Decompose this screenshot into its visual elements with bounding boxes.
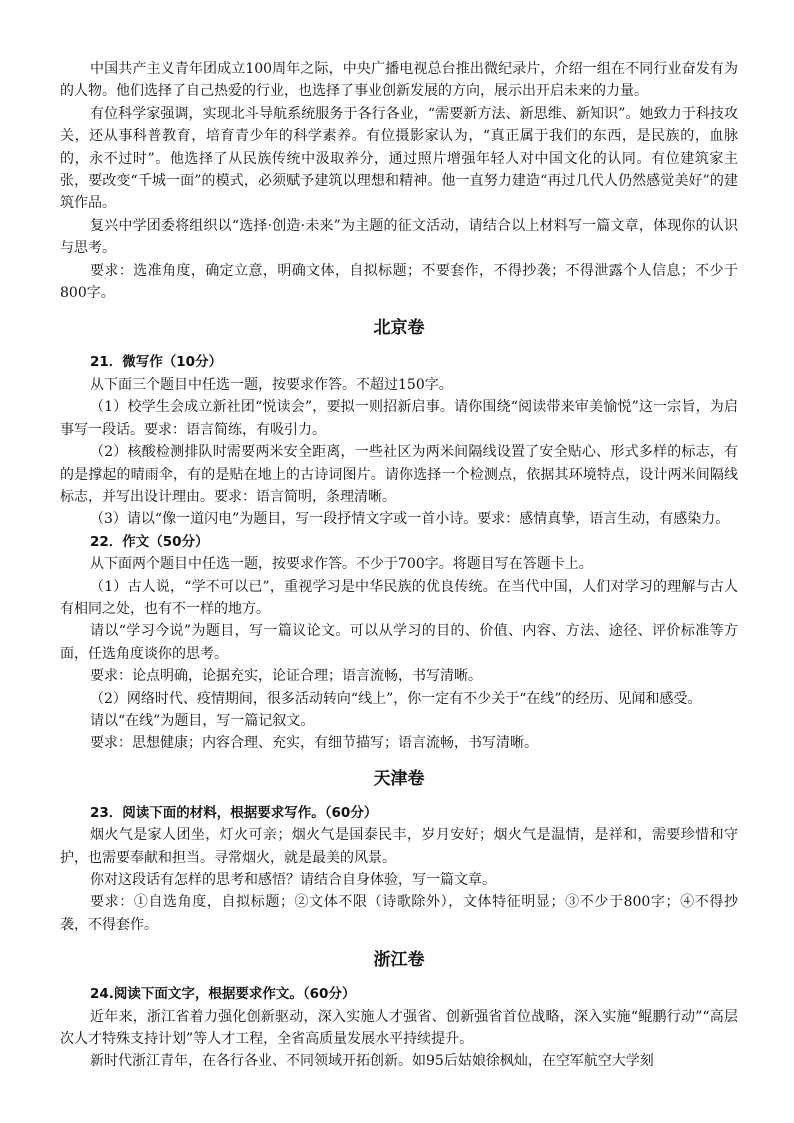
question-23-prompt: 你对这段话有怎样的思考和感悟？请结合自身体验，写一篇文章。 [90,872,496,888]
question-22-option-2-task: 请以“在线”为题目，写一篇记叙文。 [90,712,315,729]
question-22-option-1: （1）古人说，“学不可以已”，重视学习是中华民族的优良传统。在当代中国，人们对学习的理解与古人有相同之处，也有不一样的地方。 [60,578,738,617]
intro-paragraph-2: 有位科学家强调，实现北斗导航系统服务于各行各业，“需要新方法、新思维、新知识”。她致力于科技攻关，还从事科普教育，培育青少年的科学素养。有位摄影家认为，“真正属于我们的东西，是民族的，血脉的，永不过时”。他选择了从民族传统中汲取养分，通过照片增强年轻人对中国文化的认同。有位建筑家主张，要改变“千城一面”的模式，必须赋予建筑以理想和精神。他一直努力建造“再过几代人仍然感觉美好”的建筑作品。 [60,105,738,212]
question-24-paragraph-2: 新时代浙江青年，在各行各业、不同领域开拓创新。如95后姑娘徐枫灿，在空军航空大学刻 [90,1053,654,1070]
question-24-paragraph-1: 近年来，浙江省着力强化创新驱动，深入实施人才强省、创新强省首位战略，深入实施“鲲鹏行动”“高层次人才特殊支持计划”等人才工程，全省高质量发展水平持续提升。 [60,1008,738,1048]
question-21-option-1: （1）校学生会成立新社团“悦读会”，要拟一则招新启事。请你围绕“阅读带来审美愉悦”这一宗旨，为启事写一段话。要求：语言简练，有吸引力。 [60,399,738,438]
section-title-beijing: 北京卷 [373,318,425,339]
document-body [60,58,738,1073]
intro-requirements: 要求：选准角度，确定立意，明确文体，自拟标题；不要套作，不得抄袭；不得泄露个人信息；不少于800字。 [60,262,738,302]
question-22-title: 22．作文（50分） [90,533,209,550]
question-23-requirements: 要求：①自选角度，自拟标题；②文体不限（诗歌除外），文体特征明显；③不少于800字；④不得抄袭，不得套作。 [60,894,738,933]
question-22-intro: 从下面两个题目中任选一题，按要求作答。不少于700字。将题目写在答题卡上。 [90,556,593,573]
question-22-option-2: （2）网络时代、疫情期间，很多活动转向“线上”，你一定有不少关于“在线”的经历、见闻和感受。 [90,690,702,707]
question-21-option-3: （3）请以“像一道闪电”为题目，写一段抒情文字或一首小诗。要求：感情真挚，语言生动，有感染力。 [90,511,730,528]
section-title-tianjin: 天津卷 [373,768,425,789]
section-title-zhejiang: 浙江卷 [373,950,425,971]
question-22-option-1-task: 请以“学习今说”为题目，写一篇议论文。可以从学习的目的、价值、内容、方法、途径、评价标准等方面，任选角度谈你的思考。 [60,623,738,662]
question-23-title: 23．阅读下面的材料，根据要求写作。（60分） [90,804,378,821]
question-21-intro: 从下面三个题目中任选一题，按要求作答。不超过150字。 [90,376,453,393]
question-21-title: 21．微写作（10分） [90,354,223,371]
question-22-option-1-requirements: 要求：论点明确，论据充实，论证合理；语言流畅，书写清晰。 [90,668,482,685]
question-22-option-2-requirements: 要求：思想健康；内容合理、充实，有细节描写；语言流畅，书写清晰。 [90,735,538,752]
question-21-option-2: （2）核酸检测排队时需要两米安全距离，一些社区为两米间隔线设置了安全贴心、形式多样的标志，有的是撑起的晴雨伞，有的是贴在地上的古诗词图片。请你选择一个检测点，依据其环境特点，设计两米间隔线标志，并写出设计理由。要求：语言简明，条理清晰。 [60,444,738,505]
question-23-material: 烟火气是家人团坐，灯火可亲；烟火气是国泰民丰，岁月安好；烟火气是温情，是祥和，需要珍惜和守护，也需要奉献和担当。寻常烟火，就是最美的风景。 [60,827,738,866]
intro-paragraph-1: 中国共产主义青年团成立100周年之际，中央广播电视总台推出微纪录片，介绍一组在不同行业奋发有为的人物。他们选择了自己热爱的行业，也选择了事业创新发展的方向，展示出开启未来的力量。 [60,61,738,100]
question-24-title: 24.阅读下面文字，根据要求作文。（60分） [90,986,356,1003]
intro-paragraph-3: 复兴中学团委将组织以“选择·创造·未来”为主题的征文活动，请结合以上材料写一篇文章，体现你的认识与思考。 [60,217,738,257]
